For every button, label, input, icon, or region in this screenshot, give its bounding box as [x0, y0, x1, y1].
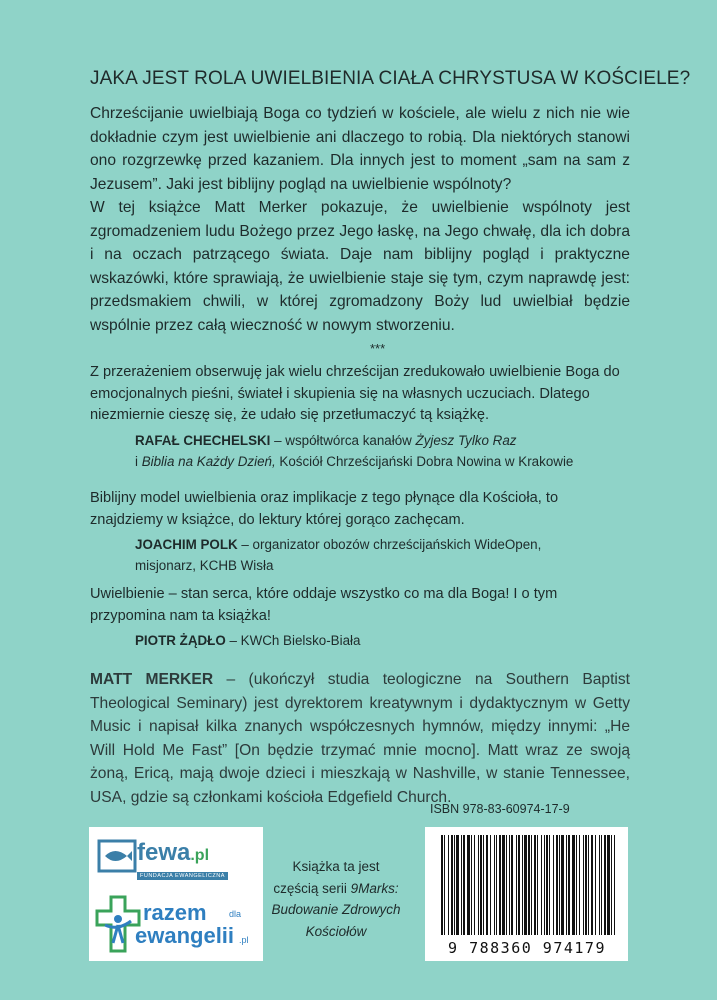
endorser-role-cont: misjonarz, KCHB Wisła — [135, 558, 274, 574]
endorsement-attribution — [135, 630, 630, 651]
barcode-bar — [471, 835, 472, 935]
endorser-role: – organizator obozów chrześcijańskich WideOpen, — [237, 537, 542, 553]
barcode-bar — [614, 835, 615, 935]
back-cover-heading: JAKA JEST ROLA UWIELBIENIA CIAŁA CHRYSTUSA W KOŚCIELE? — [90, 68, 691, 89]
description-paragraph-1: Chrześcijanie uwielbiają Boga co tydzień w kościele, ale wielu z nich nie wie dokładnie czym jest uwielbienie ani dlaczego to robią. Dla niektórych stanowi ono rozgrzewkę przed kazaniem. Dla innych jest to moment „sam na sam z Jezusem”. Jaki jest biblijny pogląd na uwielbienie wspólnoty? — [90, 105, 630, 193]
barcode-bar — [601, 835, 602, 935]
author-bio — [90, 668, 630, 809]
barcode-bar — [541, 835, 542, 935]
endorser-name: JOACHIM POLK — [135, 537, 238, 553]
barcode-bar — [499, 835, 501, 935]
barcode-bar — [591, 835, 593, 935]
endorsement-text: Z przerażeniem obserwuję jak wielu chrześcijan zredukowało uwielbienie Boga do emocjonalnych pieśni, świateł i skupienia się na własnych uczuciach. Dlatego niezmiernie cieszę się, że udało się przetłumaczyć tą książkę. — [90, 364, 620, 424]
series-name: 9Marks: — [350, 880, 399, 896]
razem-logo-dla: dla — [229, 909, 242, 919]
series-line-2 — [266, 878, 406, 900]
barcode-bar — [537, 835, 538, 935]
barcode-bar — [494, 835, 495, 935]
barcode-bar — [463, 835, 465, 935]
series-line-3 — [266, 899, 406, 921]
barcode-bar — [607, 835, 610, 935]
barcode-bar — [579, 835, 580, 935]
barcode-bar — [559, 835, 560, 935]
barcode-bar — [506, 835, 507, 935]
barcode-bar — [583, 835, 584, 935]
barcode-bar — [474, 835, 475, 935]
series-line-2-text: częścią serii — [273, 880, 351, 896]
barcode-bar — [553, 835, 554, 935]
razem-logo-text: razem — [143, 900, 207, 925]
fewa-subtitle: FUNDACJA EWANGELICZNA — [137, 872, 228, 880]
barcode-bar — [456, 835, 459, 935]
barcode-bar — [566, 835, 567, 935]
endorser-name: RAFAŁ CHECHELSKI — [135, 432, 271, 448]
barcode-bar — [441, 835, 443, 935]
barcode-bar — [604, 835, 606, 935]
fewa-name: fewa — [137, 839, 191, 866]
endorser-channel-2: Biblia na Każdy Dzień, — [141, 453, 276, 469]
endorsement-attribution — [135, 430, 630, 472]
fewa-domain: .pl — [190, 847, 210, 864]
endorser-church: Kościół Chrześcijański Dobra Nowina w Krakowie — [275, 453, 574, 469]
endorser-role: – KWCh Bielsko-Biała — [225, 633, 361, 649]
barcode-bar — [544, 835, 545, 935]
barcode-bar — [486, 835, 488, 935]
isbn-barcode — [425, 827, 628, 961]
razem-logo-domain: .pl — [239, 935, 249, 945]
barcode-bar — [599, 835, 600, 935]
barcode-bar — [531, 835, 532, 935]
barcode-bar — [496, 835, 497, 935]
publisher-logos — [89, 827, 263, 961]
series-subtitle-2: Kościołów — [305, 923, 367, 939]
barcode-bar — [461, 835, 462, 935]
barcode-bar — [483, 835, 484, 935]
barcode-bar — [502, 835, 505, 935]
barcode-bar — [444, 835, 445, 935]
series-note — [266, 856, 406, 942]
barcode-bar — [585, 835, 587, 935]
barcode-bar — [588, 835, 589, 935]
isbn-label: ISBN 978-83-60974-17-9 — [430, 802, 570, 816]
barcode-bar — [576, 835, 577, 935]
endorsement-text: Biblijny model uwielbienia oraz implikacje z tego płynące dla Kościoła, to znajdziemy w książce, do lektury której gorąco zachęcam. — [90, 490, 559, 528]
barcode-bar — [556, 835, 558, 935]
barcode-bar — [490, 835, 491, 935]
endorsement-text: Uwielbienie – stan serca, które oddaje wszystko co ma dla Boga! I o tym przypomina nam ta książka! — [90, 586, 558, 624]
barcode-bar — [511, 835, 513, 935]
barcode-bar — [448, 835, 449, 935]
book-description — [90, 102, 630, 337]
barcode-bar — [516, 835, 517, 935]
barcode-bar — [611, 835, 612, 935]
barcode-bar — [572, 835, 575, 935]
barcode-bar — [509, 835, 510, 935]
series-line-4 — [266, 921, 406, 943]
endorsement-3 — [90, 584, 630, 651]
barcode-bar — [518, 835, 520, 935]
barcode-bar — [561, 835, 564, 935]
section-separator: *** — [370, 341, 386, 356]
barcode-digits: 9 788360 974179 — [448, 939, 606, 957]
barcode-bar — [454, 835, 455, 935]
fewa-logo-text — [137, 839, 209, 867]
fewa-fish-book-icon — [97, 839, 137, 875]
endorsement-attribution — [135, 534, 630, 576]
barcode-bar — [595, 835, 596, 935]
endorser-name: PIOTR ŻĄDŁO — [135, 633, 226, 649]
barcode-bar — [451, 835, 453, 935]
barcode-bar — [522, 835, 523, 935]
endorser-channel: Żyjesz Tylko Raz — [415, 432, 517, 448]
barcode-bar — [528, 835, 530, 935]
barcode-bar — [478, 835, 479, 935]
barcode-bar — [549, 835, 550, 935]
barcode-bar — [568, 835, 570, 935]
series-line-1: Książka ta jest — [292, 859, 380, 874]
endorser-role-cont: i — [135, 453, 142, 469]
endorsement-2 — [90, 488, 630, 576]
description-paragraph-2: W tej książce Matt Merker pokazuje, że uwielbienie wspólnoty jest zgromadzeniem ludu Bożego przez Jego łaskę, na Jego chwałę, dla ich dobra i na oczach patrzącego świata. Daje nam biblijny pogląd i praktyczne wskazówki, które sprawiają, że uwielbienie staje się tym, czym naprawdę jest: przedsmakiem chwili, w której zgromadzony Boży lud uwielbiał będzie wspólnie przez całą wieczność w nowym stworzeniu. — [90, 199, 630, 334]
barcode-bar — [480, 835, 482, 935]
barcode-bar — [534, 835, 536, 935]
ewangelii-logo-text: ewangelii — [135, 923, 235, 948]
barcode-bar — [546, 835, 548, 935]
author-bio-text: – (ukończył studia teologiczne na Southern Baptist Theological Seminary) jest dyrektorem kreatywnym i dydaktycznym w Getty Music i napisał kilka znanych współczesnych hymnów, między innymi: „He Will Hold Me Fast” [On będzie trzymać mnie mocno]. Matt wraz ze swoją żoną, Ericą, mają dwoje dzieci i mieszkają w Nashville, w stanie Tennessee, USA, gdzie są członkami kościoła Edgefield Church. — [90, 671, 630, 806]
barcode-bar — [467, 835, 470, 935]
endorsement-1 — [90, 362, 630, 472]
author-name: MATT MERKER — [90, 671, 214, 688]
endorser-role: – współtwórca kanałów — [270, 432, 416, 448]
barcode-bar — [524, 835, 527, 935]
series-subtitle: Budowanie Zdrowych — [271, 902, 401, 917]
